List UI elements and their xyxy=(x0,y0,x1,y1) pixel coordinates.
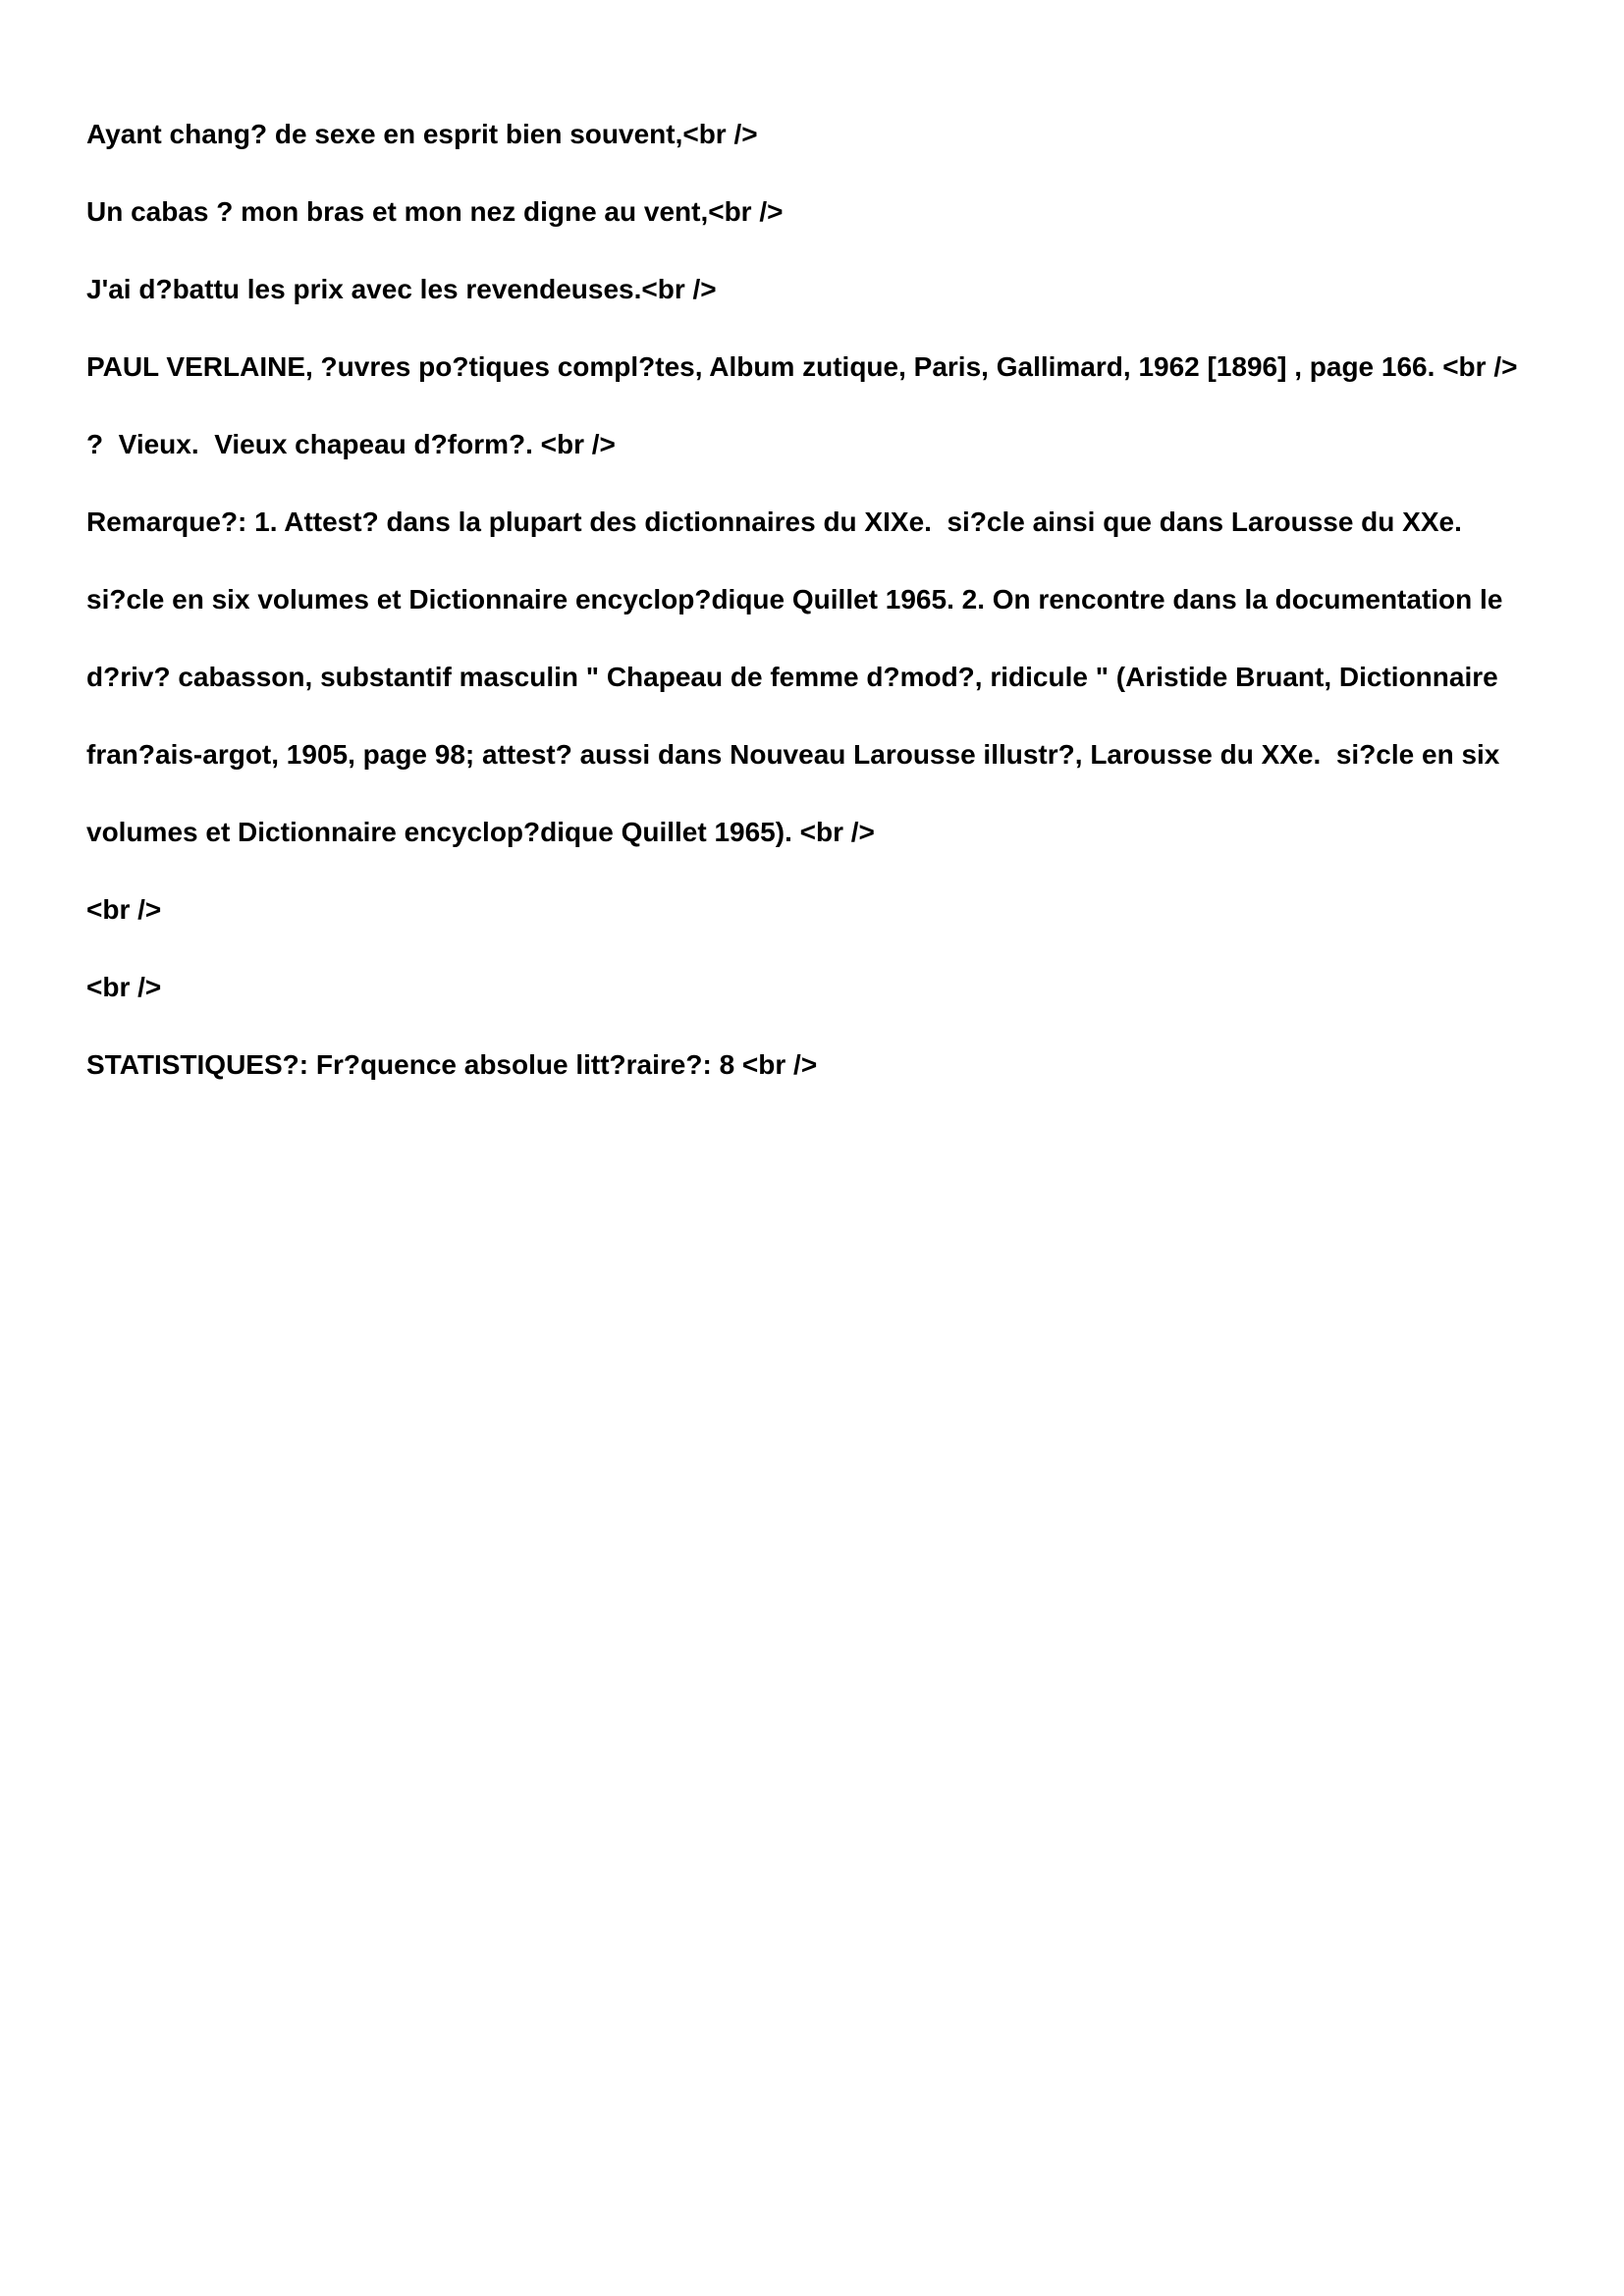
remark-line-4: fran?ais-argot, 1905, page 98; attest? aussi dans Nouveau Larousse illustr?, Larousse du XXe. si?cle en six xyxy=(86,739,1500,770)
remark-line-2: si?cle en six volumes et Dictionnaire encyclop?dique Quillet 1965. 2. On rencontre dans la documentation le xyxy=(86,584,1503,614)
verse-line-1: Ayant chang? de sexe en esprit bien souvent,<br /> xyxy=(86,119,758,149)
break-line-1: <br /> xyxy=(86,894,162,925)
remark-line-1: Remarque?: 1. Attest? dans la plupart des dictionnaires du XIXe. si?cle ainsi que dans Larousse du XXe. xyxy=(86,507,1462,537)
verse-line-3: J'ai d?battu les prix avec les revendeuses.<br /> xyxy=(86,274,717,304)
remark-line-5: volumes et Dictionnaire encyclop?dique Quillet 1965). <br /> xyxy=(86,817,875,847)
verse-line-2: Un cabas ? mon bras et mon nez digne au vent,<br /> xyxy=(86,196,784,227)
remark-line-3: d?riv? cabasson, substantif masculin " Chapeau de femme d?mod?, ridicule " (Aristide Bruant, Dictionnaire xyxy=(86,662,1498,692)
citation-line: PAUL VERLAINE, ?uvres po?tiques compl?tes, Album zutique, Paris, Gallimard, 1962 [1896] , page 166. <br /> xyxy=(86,351,1518,382)
definition-line: ? Vieux. Vieux chapeau d?form?. <br /> xyxy=(86,429,616,459)
document-body xyxy=(86,95,1559,1103)
break-line-2: <br /> xyxy=(86,972,162,1002)
statistics-line: STATISTIQUES?: Fr?quence absolue litt?raire?: 8 <br /> xyxy=(86,1049,818,1080)
